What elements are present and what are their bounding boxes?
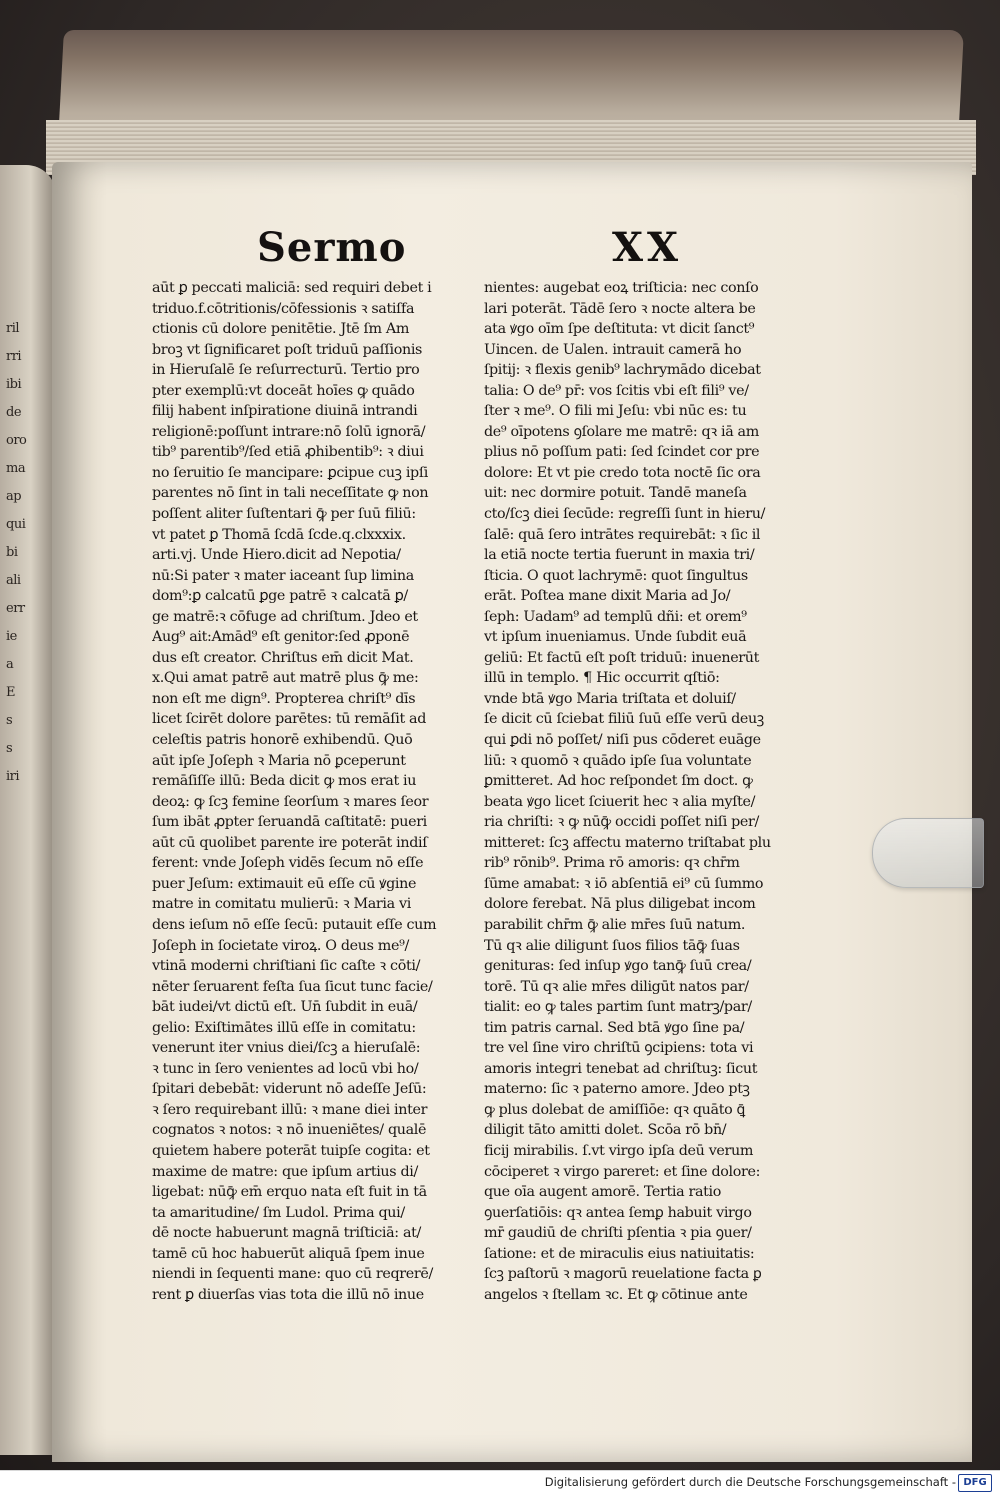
- text-line: puer Jeſum: extimauit eū eſſe cū ꝟgine: [152, 875, 417, 892]
- text-line: no ſeruitio ſe mancipare: ꝑcipue cuꝫ ipſi: [152, 464, 429, 481]
- text-line: nientes: augebat eoꝝ triſticia: nec conſo: [484, 280, 759, 296]
- text-line: aūt ipſe Joſeph ꝛ Maria nō ꝑceperunt: [152, 752, 406, 769]
- left-page-text-fragment: oro: [6, 433, 27, 448]
- text-line: illū in templo. ¶ Hic occurrit qſtiō:: [484, 670, 720, 687]
- text-line: vtinā moderni chriſtiani ſic caſte ꝛ cōti/: [152, 958, 421, 975]
- text-line: nēter ſeruarent feſta ſua ſicut tunc facie/: [152, 978, 433, 995]
- text-line: amoris integri tenebat ad chriſtuꝫ: ſicut: [484, 1060, 758, 1077]
- footer-bar: [0, 1470, 1000, 1494]
- text-line: ta amaritudine/ ſm Ludol. Prima qui/: [152, 1204, 405, 1221]
- text-line: remāſiſſe illū: Beda dicit ꝙ mos erat iu: [152, 773, 417, 790]
- text-line: ꝛ ſero requirebant illū: ꝛ mane diei inter: [152, 1101, 428, 1118]
- text-line: tialit: eo ꝙ tales partim ſunt matrꝫ/par/: [484, 999, 752, 1016]
- text-line: ſe dicit cū ſciebat filiū ſuū eſſe verū deuꝫ: [484, 711, 764, 728]
- text-line: ſeph: Uadam⁹ ad templū dñi: et orem⁹: [484, 608, 747, 625]
- page-clip: [872, 818, 984, 888]
- text-line: quietem habere poterāt tuipſe cogita: et: [152, 1142, 430, 1159]
- text-line: celeſtis patris honorē exhibendū. Quō: [152, 732, 413, 749]
- text-line: pter exemplū:vt doceāt hoīes ꝙ quādo: [152, 382, 415, 399]
- text-line: licet ſcirēt dolore parētes: tū remāſit ad: [152, 711, 427, 728]
- text-line: aūt ꝑ peccati maliciā: sed requiri debet i: [152, 280, 432, 296]
- left-page-text-fragment: de: [6, 405, 22, 420]
- text-line: ata ꝟgo oīm ſpe deſtituta: vt dicit ſanct⁹: [484, 321, 755, 338]
- text-line: ꝙ plus dolebat de amiſſiōe: qꝛ quāto ꝗ̄: [484, 1101, 745, 1118]
- page-heading-sermo: Sermo: [257, 224, 407, 271]
- text-line: cognatos ꝛ notos: ꝛ nō inueniētes/ qualē: [152, 1122, 427, 1139]
- text-line: religionē:poſſunt intrare:nō ſolū ignorā/: [152, 423, 426, 440]
- text-line: parabilit chr̄m ꝙ̄ alie mr̄es ſuū natum.: [484, 916, 746, 933]
- text-line: cto/ſcꝫ diei ſecūde: regreſſi ſunt in hieru/: [484, 506, 766, 523]
- left-page-text-fragment: iri: [6, 769, 20, 784]
- text-line: tre vel ſine viro chriſtū ꝯcipiens: tota vi: [484, 1040, 754, 1057]
- left-page-text-fragment: a: [6, 657, 14, 672]
- text-line: ria chriſti: ꝛ ꝙ nūꝙ̄ occidi poſſet niſi per/: [484, 814, 759, 831]
- text-line: ſpitij: ꝛ flexis genib⁹ lachrymādo dicebat: [484, 362, 761, 379]
- text-line: materno: ſic ꝛ paterno amore. Jdeo ptꝫ: [484, 1081, 750, 1098]
- left-page-text-fragment: E: [6, 685, 15, 700]
- left-page-text-fragment: qui: [6, 517, 26, 532]
- text-line: erāt. Poſtea mane dixit Maria ad Jo/: [484, 588, 731, 605]
- text-line: niendi in ſequenti mane: quo cū reqrerē/: [152, 1266, 433, 1283]
- text-line: tamē cū hoc habuerūt aliquā ſpem inue: [152, 1245, 425, 1262]
- text-line: in Hieruſalē ſe reſurrecturū. Tertio pro: [152, 362, 420, 379]
- text-line: ſter ꝛ me⁹. O fili mi Jeſu: vbi nūc es: tu: [484, 403, 747, 420]
- text-line: mr̄ gaudiū de chriſti pſentia ꝛ pia ꝯuer/: [484, 1225, 752, 1242]
- text-line: rib⁹ rōnib⁹. Prima rō amoris: qꝛ chr̄m: [484, 855, 740, 872]
- text-line: cōciperet ꝛ virgo pareret: et ſine dolore:: [484, 1163, 761, 1180]
- text-line: Joſeph in ſocietate viroꝝ. O deus me⁹/: [152, 937, 409, 954]
- left-page-text-fragment: ibi: [6, 377, 22, 392]
- text-line: dens ieſum nō eſſe ſecū: putauit eſſe cum: [152, 916, 437, 933]
- left-page-text-fragment: ie: [6, 629, 17, 644]
- text-line: ficij mirabilis. ſ.vt virgo ipſa deū verum: [484, 1142, 754, 1159]
- text-line: genituras: ſed inſup ꝟgo tanꝙ̄ ſuū crea/: [484, 958, 752, 975]
- text-line: qui ꝑdi nō poſſet/ niſi pus cōderet euāge: [484, 732, 761, 749]
- footer-credit-text: Digitalisierung gefördert durch die Deutsche Forschungsgemeinschaft -: [544, 1475, 956, 1489]
- text-line: rent ꝑ diuerſas vias tota die illū nō inue: [152, 1286, 424, 1303]
- text-line: poſſent aliter ſuſtentari ꝙ̄ per ſuū filiū:: [152, 506, 416, 523]
- left-page-text-fragment: ril: [6, 321, 20, 336]
- text-line: gelio: Exiſtimātes illū eſſe in comitatu:: [152, 1019, 416, 1036]
- text-line: dolore ferebat. Nā plus diligebat incom: [484, 896, 756, 913]
- text-line: angelos ꝛ ſtellam ꝛc. Et ꝙ cōtinue ante: [484, 1286, 748, 1303]
- text-line: ge matrē:ꝛ cōfuge ad chriſtum. Jdeo et: [152, 608, 418, 625]
- text-line: ꝑmitteret. Ad hoc reſpondet ſm doct. ꝙ: [484, 773, 753, 790]
- text-line: ꝯuerſatiōis: qꝛ antea ſemꝑ habuit virgo: [484, 1204, 752, 1221]
- left-page-text-fragment: s: [6, 741, 13, 756]
- text-line: ſcꝫ paſtorū ꝛ magorū reuelatione facta ꝑ: [484, 1266, 762, 1283]
- text-line: la etiā nocte tertia fuerunt in maxia tri/: [484, 547, 755, 564]
- text-line: ſūme amabat: ꝛ iō abſentiā ei⁹ cū ſummo: [484, 875, 764, 892]
- text-line: uit: nec dormire potuit. Tandē maneſa: [484, 485, 747, 502]
- text-line: Tū qꝛ alie diligunt ſuos filios tāꝙ̄ ſuas: [484, 937, 740, 954]
- text-column-left: [152, 278, 474, 1305]
- text-line: dom⁹:ꝑ calcatū ꝑge patrē ꝛ calcatā ꝑ/: [152, 588, 408, 605]
- text-line: tim patris carnal. Sed btā ꝟgo ſine pa/: [484, 1019, 745, 1036]
- text-line: que oīa augent amorē. Tertia ratio: [484, 1184, 722, 1201]
- text-line: nū:Si pater ꝛ mater iaceant ſup limina: [152, 567, 414, 584]
- page-heading-number: XX: [612, 224, 683, 271]
- left-page-text-fragment: rri: [6, 349, 22, 364]
- text-line: aūt cū quolibet parente ire poterāt indiſ: [152, 834, 428, 851]
- text-line: plius nō poſſum pati: ſed ſcindet cor pre: [484, 444, 760, 461]
- text-line: torē. Tū qꝛ alie mr̄es diligūt natos par/: [484, 978, 749, 995]
- book-page: [52, 162, 972, 1462]
- text-line: beata ꝟgo licet ſciuerit hec ꝛ alia myſte/: [484, 793, 756, 810]
- text-line: filij habent inſpiratione diuinā intrandi: [152, 403, 418, 420]
- left-page-text-fragment: bi: [6, 545, 18, 560]
- text-line: triduo.f.cōtritionis/cōfessionis ꝛ satiſfa: [152, 300, 415, 317]
- text-column-right: [484, 278, 806, 1305]
- text-line: ſum ibāt ꝓpter ſeruandā caſtitatē: pueri: [152, 814, 427, 831]
- text-line: ligebat: nūꝙ̄ em̄ erquo nata eſt fuit in tā: [152, 1184, 427, 1201]
- text-line: vt ipſum inueniamus. Unde ſubdit euā: [484, 629, 747, 646]
- text-line: maxime de matre: que ipſum artius di/: [152, 1163, 418, 1180]
- text-line: dolore: Et vt pie credo tota noctē ſic ora: [484, 464, 761, 481]
- text-line: ſpitari debebāt: viderunt nō adeſſe Jeſū:: [152, 1081, 427, 1098]
- text-line: de⁹ oīpotens ꝯſolare me matrē: qꝛ iā am: [484, 423, 759, 440]
- text-line: x.Qui amat patrē aut matrē plus ꝙ̄ me:: [152, 670, 419, 687]
- text-line: ferent: vnde Joſeph vidēs ſecum nō eſſe: [152, 855, 424, 872]
- left-page-fragment: [0, 165, 56, 1455]
- text-line: talia: O de⁹ pr̄: vos ſcitis vbi eſt fili⁹ ve/: [484, 382, 749, 399]
- text-line: parentes nō ſint in tali neceſſitate ꝙ non: [152, 485, 429, 502]
- text-line: bāt iudei/vt dictū eſt. Un̄ ſubdit in euā/: [152, 999, 418, 1016]
- text-line: ctionis cū dolore penitētie. Jtē ſm Am: [152, 321, 410, 338]
- text-line: non eſt me dign⁹. Propterea chriſt⁹ dīs: [152, 690, 416, 707]
- text-line: liū: ꝛ quomō ꝛ quādo ipſe ſua voluntate: [484, 752, 752, 769]
- text-line: arti.vj. Unde Hiero.dicit ad Nepotia/: [152, 547, 401, 564]
- text-line: vnde btā ꝟgo Maria triſtata et doluiſ/: [484, 690, 736, 707]
- dfg-logo[interactable]: DFG: [958, 1474, 992, 1492]
- text-line: diligit tāto amitti dolet. Scōa rō bn̄/: [484, 1122, 727, 1139]
- text-line: ſatione: et de miraculis eius natiuitatis:: [484, 1245, 755, 1262]
- left-page-text-fragment: ali: [6, 573, 21, 588]
- text-line: vt patet ꝑ Thomā ſcdā ſcde.q.clxxxix.: [152, 526, 406, 543]
- text-line: deoꝝ: ꝙ ſcꝫ femine ſeorſum ꝛ mares ſeor: [152, 793, 429, 810]
- text-line: Aug⁹ ait:Amād⁹ eſt genitor:ſed ꝓponē: [152, 629, 410, 646]
- text-line: ꝛ tunc in ſero venientes ad locū vbi ho/: [152, 1060, 419, 1077]
- text-line: venerunt iter vnius diei/ſcꝫ a hieruſalē:: [152, 1040, 421, 1057]
- text-line: geliū: Et factū eſt poſt triduū: inuenerūt: [484, 649, 760, 666]
- text-line: broꝫ vt ſignificaret poſt triduū paſſionis: [152, 341, 423, 358]
- text-line: ſticia. O quot lachrymē: quot ſingultus: [484, 567, 748, 584]
- text-line: matre in comitatu mulierū: ꝛ Maria vi: [152, 896, 411, 913]
- text-line: mitteret: ſcꝫ affectu materno triſtabat plu: [484, 834, 771, 851]
- text-line: dē nocte habuerunt magnā triſticiā: at/: [152, 1225, 421, 1242]
- text-line: Uincen. de Ualen. intrauit camerā ho: [484, 341, 742, 358]
- left-page-text-fragment: err: [6, 601, 25, 616]
- text-line: dus eſt creator. Chriſtus em̄ dicit Mat.: [152, 649, 414, 666]
- text-line: lari poterāt. Tādē ſero ꝛ nocte altera be: [484, 300, 756, 317]
- text-line: ſalē: quā ſero intrātes requirebāt: ꝛ ſic il: [484, 526, 761, 543]
- left-page-text-fragment: ap: [6, 489, 22, 504]
- left-page-text-fragment: s: [6, 713, 13, 728]
- left-page-text-fragment: ma: [6, 461, 26, 476]
- text-line: tib⁹ parentib⁹/ſed etiā ꝓhibentib⁹: ꝛ diui: [152, 444, 424, 461]
